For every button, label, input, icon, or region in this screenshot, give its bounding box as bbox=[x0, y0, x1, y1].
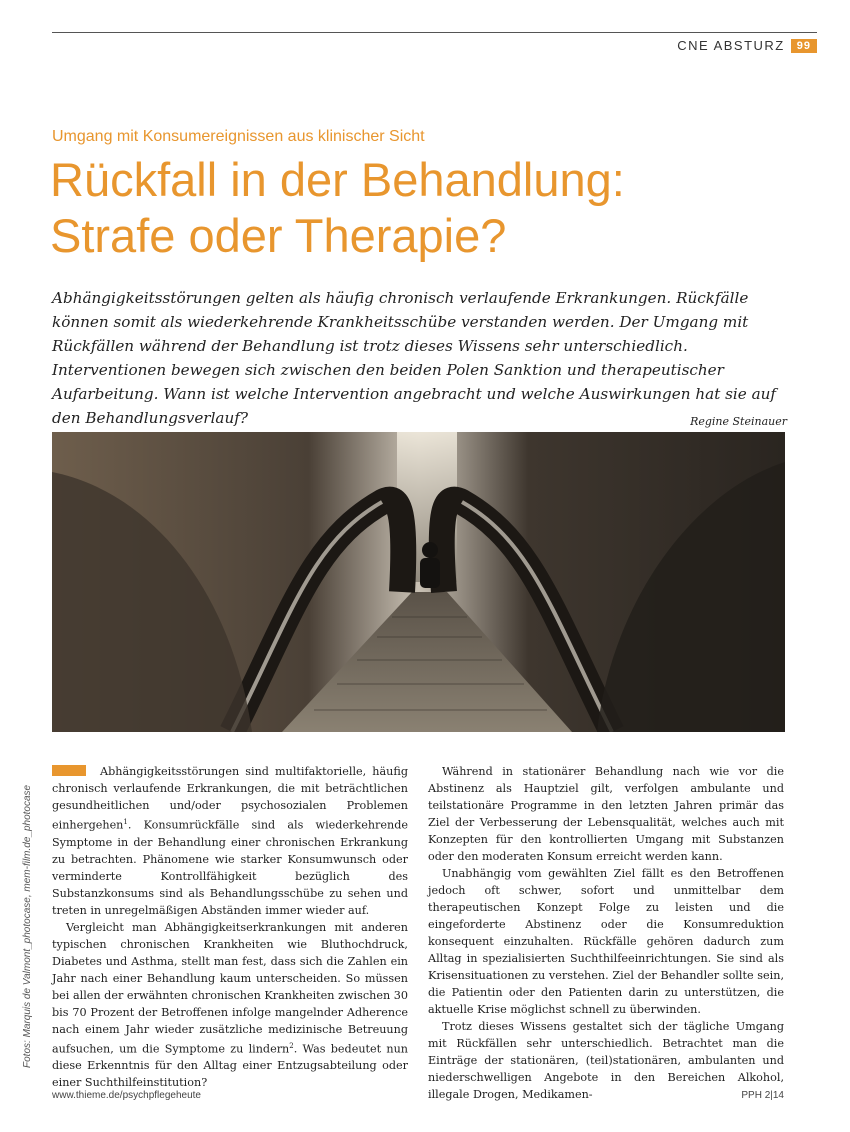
running-header bbox=[677, 38, 817, 53]
footer-issue: PPH 2|14 bbox=[741, 1090, 784, 1101]
body-paragraph: Abhängigkeitsstörungen sind multifaktorielle, häufig chronisch verlaufende Erkrankungen, die mit beträchtlichen gesundheitlichen und/oder psychosozialen Problemen einhergehen$^1$. Konsumrückfälle sind als wiederkehrende Symptome in der Behandlung einer chronischen Erkrankung zu betrachten. Phänomene wie starker Konsumwunsch oder verminderte Kontrollfähigkeit bezüglich des Substanzkonsums sind als Behandlungsschübe zu sehen und treten in unregelmäßigen Abständen immer wieder auf. bbox=[52, 765, 408, 917]
top-rule bbox=[52, 32, 817, 33]
author-name: Regine Steinauer bbox=[690, 415, 787, 428]
footer-url: www.thieme.de/psychpflegeheute bbox=[52, 1090, 201, 1101]
article-lead bbox=[52, 286, 787, 434]
lead-text: Abhängigkeitsstörungen gelten als häufig chronisch verlaufende Erkrankungen. Rückfälle können somit als wiederkehrende Krankheitsschübe verstanden werden. Der Umgang mit Rückfällen während der Behandlung ist trotz dieses Wissens sehr unterschiedlich. Interventionen bewegen sich zwischen den beiden Polen Sanktion und therapeutischer Aufarbeitung. Wann ist welche Intervention angebracht und welche Auswirkungen hat sie auf den Behandlungsverlauf? bbox=[52, 289, 777, 427]
body-paragraph: Unabhängig vom gewählten Ziel fällt es den Betroffenen jedoch oft schwer, sofort und unmittelbar dem therapeutischen Konzept Folge zu leisten und die eingeforderte Abstinenz oder die Konsumreduktion konsequent einzuhalten. Rückfälle gehören dadurch zum Alltag in spezialisierten Suchthilfeeinrichtungen. Sie sind als Krisensituationen zu verstehen. Ziel der Behandler sollte sein, die Patientin oder den Patienten darin zu unterstützen, die aktuelle Krise möglichst schnell zu überwinden. bbox=[428, 867, 784, 1016]
title-line-1: Rückfall in der Behandlung: bbox=[50, 153, 625, 206]
photo-credit: Fotos: Marquis de Valmont_photocase, mem-film.de_photocase bbox=[22, 784, 33, 1068]
body-paragraph: Während in stationärer Behandlung nach wie vor die Abstinenz als Hauptziel gilt, verfolgen ambulante und teilstationäre Programme in den letzten Jahren primär das Ziel der Verbesserung der Lebensqualität, welches auch mit Konzepten für den kontrollierten Umgang mit Substanzen oder den moderaten Konsum erreicht werden kann. bbox=[428, 765, 784, 863]
article-kicker: Umgang mit Konsumereignissen aus klinischer Sicht bbox=[52, 128, 425, 145]
article-title bbox=[50, 152, 810, 264]
body-paragraph: Vergleicht man Abhängigkeitserkrankungen mit anderen typischen chronischen Krankheiten wie Bluthochdruck, Diabetes und Asthma, stellt man fest, dass sich die Zahlen ein Jahr nach einer Behandlung kaum unterscheiden. So müssen bei allen der erwähnten chronischen Krankheiten zwischen 30 bis 70 Prozent der Betroffenen infolge mangelnder Adherence nach einem Jahr wieder zusätzliche medizinische Betreuung aufsuchen, um die Symptome zu lindern$^2$. Was bedeutet nun diese Erkenntnis für den Alltag einer Entzugsabteilung oder einer Suchthilfeinstitution? bbox=[52, 920, 409, 1090]
section-label: CNE ABSTURZ bbox=[677, 38, 785, 53]
body-paragraph: Trotz dieses Wissens gestaltet sich der tägliche Umgang mit Rückfällen sehr unterschiedlich. Betrachtet man die Einträge der stationären, (teil)stationären, ambulanten und niederschwelligen Angebote in den Bereichen Alkohol, illegale Drogen, Medikamen- bbox=[428, 1020, 784, 1101]
escalator-photo bbox=[52, 432, 785, 732]
escalator-illustration bbox=[52, 432, 785, 732]
body-column-right bbox=[428, 763, 784, 1103]
body-column-left bbox=[52, 763, 408, 1091]
title-line-2: Strafe oder Therapie? bbox=[50, 209, 507, 262]
page-number: 99 bbox=[791, 39, 817, 53]
section-marker bbox=[52, 765, 86, 776]
